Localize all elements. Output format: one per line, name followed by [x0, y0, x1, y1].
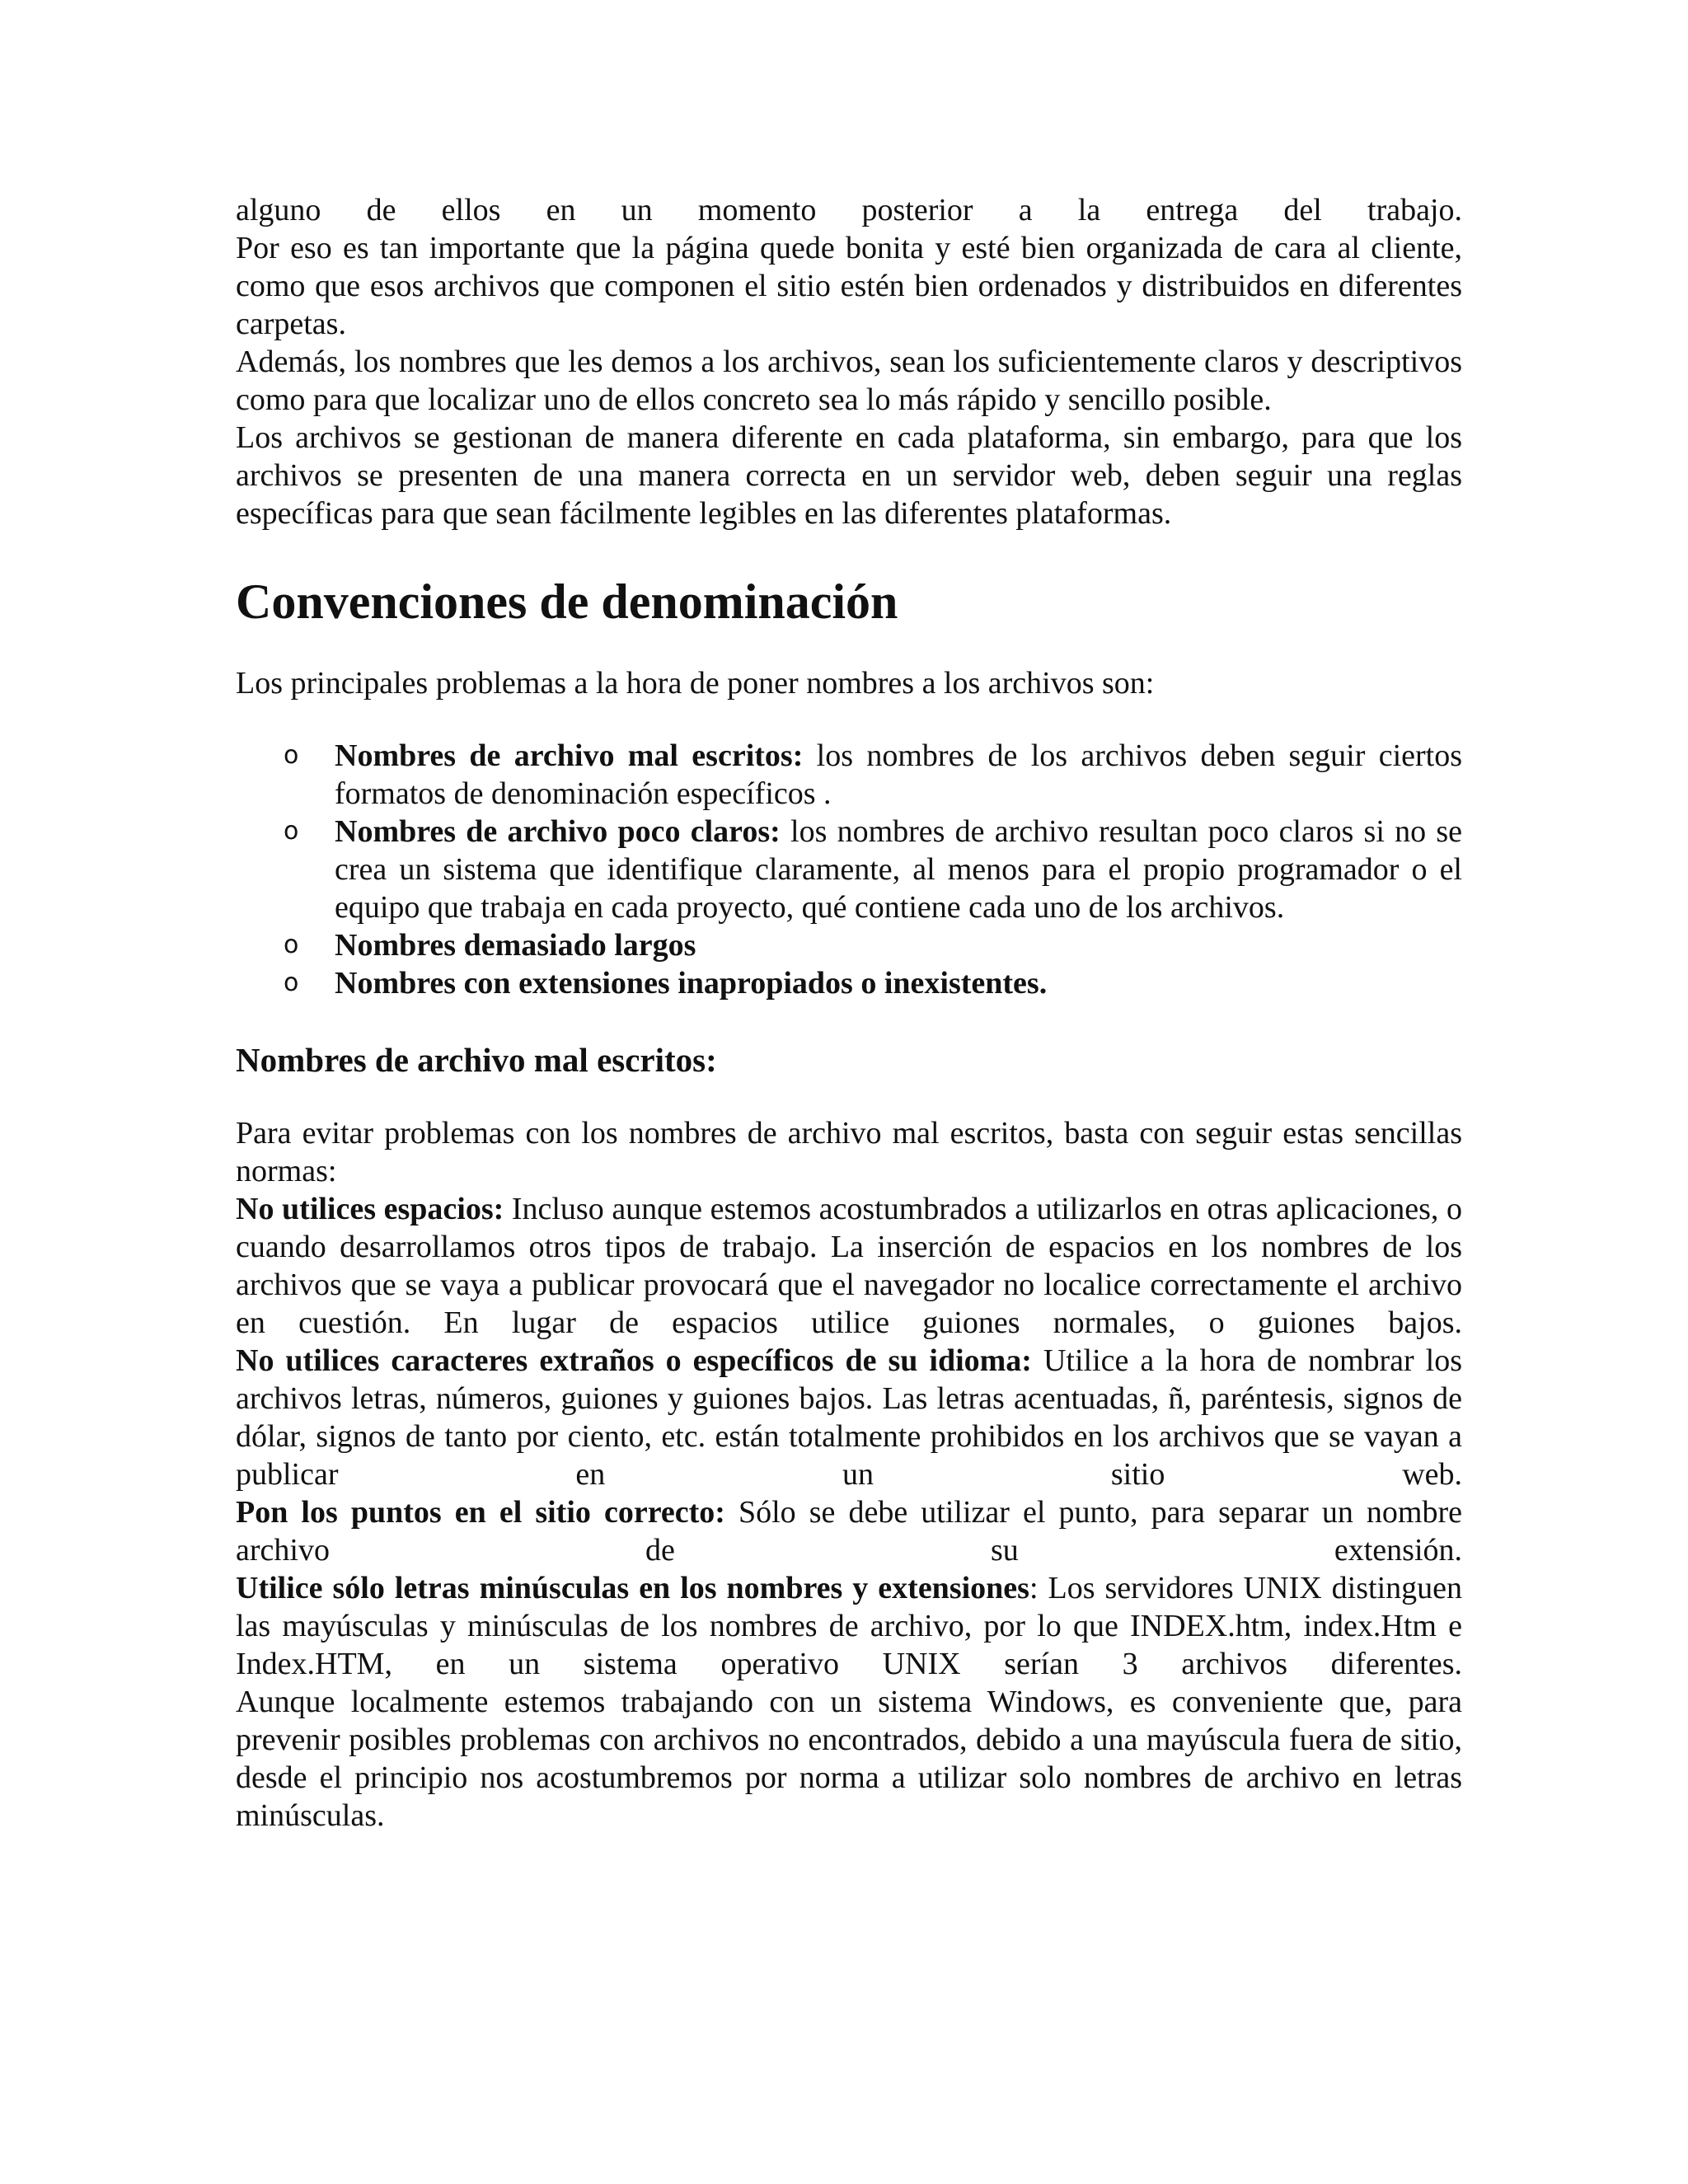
rule-text: Utilice a la hora de nombrar los archivos letras, números, guiones y guiones bajos. Las letras acentuadas, ñ, paréntesis, signos de dólar, signos de tanto por ciento, etc. están totalmente prohibidos en los archivos que se vayan a publicar en un sitio web.	[236, 1343, 1462, 1492]
list-item-title: Nombres de archivo mal escritos:	[335, 738, 804, 773]
list-item-title: Nombres con extensiones inapropiados o inexistentes.	[335, 966, 1048, 1001]
bullet-marker: o	[284, 968, 299, 997]
intro-line: alguno de ellos en un momento posterior a la entrega del trabajo.	[236, 193, 1462, 227]
closing-paragraph: Aunque localmente estemos trabajando con un sistema Windows, es conveniente que, para prevenir posibles problemas con archivos no encontrados, debido a una mayúscula fuera de sitio, desde el principio nos acostumbremos por norma a utilizar solo nombres de archivo en letras minúsculas.	[236, 1685, 1462, 1833]
intro-paragraph-2: Además, los nombres que les demos a los archivos, sean los suficientemente claros y descriptivos como para que localizar uno de ellos concreto sea lo más rápido y sencillo posible.	[236, 344, 1462, 417]
section-heading: Convenciones de denominación	[236, 574, 898, 629]
section-intro: Los principales problemas a la hora de poner nombres a los archivos son:	[236, 666, 1155, 701]
rule-paragraph	[236, 1569, 1462, 1683]
list-item	[236, 964, 1462, 1002]
list-item	[236, 737, 1462, 813]
rule-text: : Los servidores UNIX distinguen las mayúsculas y minúsculas de los nombres de archivo, por lo que INDEX.htm, index.Htm e Index.HTM, en un sistema operativo UNIX serían 3 archivos diferentes.	[236, 1571, 1462, 1681]
subsection-heading: Nombres de archivo mal escritos:	[236, 1041, 717, 1079]
intro-paragraph-1: Por eso es tan importante que la página quede bonita y esté bien organizada de cara al cliente, como que esos archivos que componen el sitio estén bien ordenados y distribuidos en diferentes carpetas.	[236, 231, 1462, 341]
rule-text: Sólo se debe utilizar el punto, para separar un nombre archivo de su extensión.	[236, 1495, 1462, 1568]
bullet-marker: o	[284, 817, 299, 846]
list-item-text: los nombres de los archivos deben seguir ciertos formatos de denominación específicos .	[335, 738, 1462, 811]
list-item-text: los nombres de archivo resultan poco claros si no se crea un sistema que identifique claramente, al menos para el propio programador o el equipo que trabaja en cada proyecto, qué contiene cada uno de los archivos.	[335, 814, 1462, 925]
problems-list	[236, 737, 1462, 1002]
list-item-title: Nombres demasiado largos	[335, 928, 696, 963]
bullet-marker: o	[284, 741, 299, 770]
rule-text: Incluso aunque estemos acostumbrados a utilizarlos en otras aplicaciones, o cuando desarrollamos otros tipos de trabajo. La inserción de espacios en los nombres de los archivos que se vaya a publicar provocará que el navegador no localice correctamente el archivo en cuestión. En lugar de espacios utilice guiones normales, o guiones bajos.	[236, 1192, 1462, 1340]
rule-title: No utilices espacios:	[236, 1192, 504, 1226]
subsection-intro: Para evitar problemas con los nombres de archivo mal escritos, basta con seguir estas sencillas normas:	[236, 1116, 1462, 1188]
rule-paragraph	[236, 1493, 1462, 1569]
rule-paragraph	[236, 1342, 1462, 1493]
list-item	[236, 926, 1462, 964]
bullet-marker: o	[284, 930, 299, 959]
document-page	[236, 191, 1462, 1835]
rule-title: No utilices caracteres extraños o específicos de su idioma:	[236, 1343, 1032, 1378]
rule-paragraph	[236, 1190, 1462, 1342]
list-item	[236, 813, 1462, 926]
rule-title: Utilice sólo letras minúsculas en los nombres y extensiones	[236, 1571, 1029, 1605]
rule-title: Pon los puntos en el sitio correcto:	[236, 1495, 725, 1530]
intro-paragraph-3: Los archivos se gestionan de manera diferente en cada plataforma, sin embargo, para que los archivos se presenten de una manera correcta en un servidor web, deben seguir una reglas específicas para que sean fácilmente legibles en las diferentes plataformas.	[236, 420, 1462, 531]
list-item-title: Nombres de archivo poco claros:	[335, 814, 781, 849]
